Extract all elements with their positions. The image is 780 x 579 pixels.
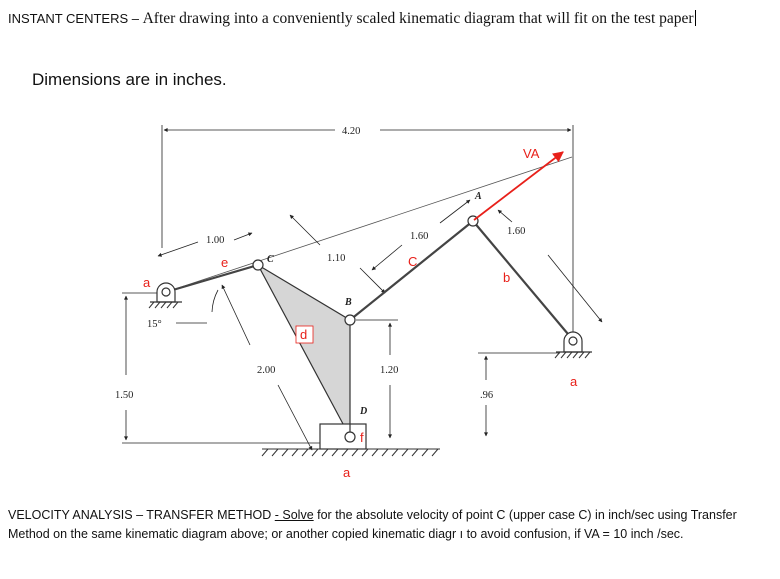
dim-right-height-label: .96 bbox=[480, 390, 494, 401]
ground-bottom bbox=[262, 449, 440, 456]
angle-arc bbox=[212, 290, 218, 312]
dim-cd-arrow-2 bbox=[278, 385, 312, 450]
label-e: e bbox=[221, 255, 229, 270]
dim-link-e-label: 1.00 bbox=[206, 235, 225, 246]
ground-pivot-right bbox=[555, 332, 592, 358]
dim-link-e-arrow-2 bbox=[234, 233, 252, 240]
point-c-label: C bbox=[267, 254, 274, 265]
dim-link-e-arrow-1 bbox=[158, 242, 198, 256]
dim-b-height bbox=[356, 320, 398, 438]
dim-ba-label: 1.60 bbox=[410, 231, 429, 242]
dim-b-height-label: 1.20 bbox=[380, 365, 399, 376]
dim-ba-arrow-1 bbox=[372, 245, 402, 270]
header-part-2: After drawing into a conveniently scaled kinematic diagram that will fit on the test paper bbox=[142, 10, 694, 27]
footer-line-1a: VELOCITY ANALYSIS – TRANSFER METHOD bbox=[8, 508, 275, 522]
label-a-left: a bbox=[143, 275, 151, 290]
dim-a-ground-arrow-2 bbox=[548, 255, 602, 322]
point-a-label: A bbox=[475, 191, 482, 202]
dim-top-width-label: 4.20 bbox=[342, 126, 361, 137]
joint-c bbox=[253, 260, 263, 270]
link-e bbox=[166, 265, 258, 292]
point-b-label: B bbox=[345, 297, 352, 308]
dim-left-height-label: 1.50 bbox=[115, 390, 134, 401]
footer-line-1c: for the absolute velocity of point C (upper case C) in inch/sec using Transfer bbox=[313, 508, 737, 522]
angle-label: 15° bbox=[147, 319, 162, 330]
joint-b bbox=[345, 315, 355, 325]
dim-cd-arrow-1 bbox=[222, 285, 250, 345]
velocity-arrow-va bbox=[474, 152, 563, 220]
dim-bc-arrow-2 bbox=[360, 268, 385, 293]
point-d-label: D bbox=[360, 406, 368, 417]
label-c-lower: C bbox=[408, 254, 418, 269]
dim-a-ground-label: 1.60 bbox=[507, 226, 526, 237]
joint-d bbox=[345, 432, 355, 442]
header-part-1: INSTANT CENTERS – bbox=[8, 11, 143, 26]
label-b: b bbox=[503, 270, 511, 285]
dim-ba-arrow-2 bbox=[440, 200, 470, 223]
label-va: VA bbox=[523, 146, 540, 161]
label-f: f bbox=[360, 430, 364, 445]
dim-bc-arrow-1 bbox=[290, 215, 320, 245]
link-cbd bbox=[258, 265, 350, 437]
footer-line-1 bbox=[8, 508, 737, 522]
dim-cd-label: 2.00 bbox=[257, 365, 276, 376]
label-d: d bbox=[300, 327, 308, 342]
dim-bc-label: 1.10 bbox=[327, 253, 346, 264]
dim-a-ground-arrow-1 bbox=[498, 210, 512, 222]
link-b bbox=[473, 221, 573, 340]
dimensions-note: Dimensions are in inches. bbox=[32, 70, 227, 89]
footer-line-1b: - Solve bbox=[274, 508, 314, 522]
footer-line-2: Method on the same kinematic diagram above; or another copied kinematic diagr ı to avoid confusion, if VA = 10 inch /sec. bbox=[8, 527, 684, 541]
label-a-right: a bbox=[570, 374, 578, 389]
ground-reference-line bbox=[166, 157, 572, 292]
ground-pivot-left bbox=[149, 283, 182, 308]
label-a-bottom: a bbox=[343, 465, 351, 480]
